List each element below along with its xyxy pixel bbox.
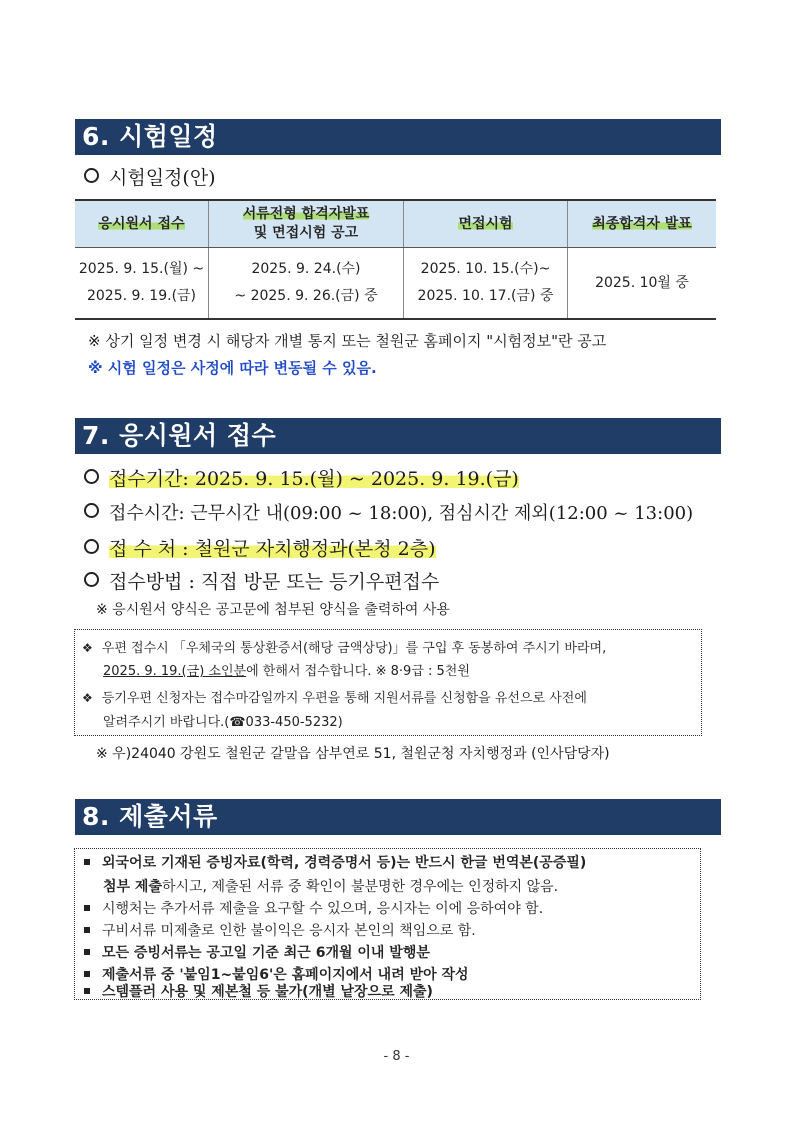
schedule-subtitle-text: 시험일정(안) [109, 167, 216, 189]
doc-item-3: 구비서류 미제출로 인한 불이익은 응시자 본인의 책임으로 함. [84, 920, 476, 940]
header-final-result: 최종합격자 발표 [568, 200, 717, 248]
diamond-bullet-icon: ❖ [82, 641, 93, 655]
cell-interview-dates: 2025. 10. 15.(수)~ 2025. 10. 17.(금) 중 [404, 248, 568, 320]
reception-period: 접수기간: 2025. 9. 15.(월) ~ 2025. 9. 19.(금) [84, 464, 519, 491]
schedule-note: ※ 상기 일정 변경 시 해당자 개별 통지 또는 철원군 홈페이지 "시험정보"란 공고 [88, 332, 607, 350]
schedule-header-row [75, 200, 716, 248]
schedule-subtitle [84, 163, 216, 190]
doc-item-6: 스템플러 사용 및 제본철 등 불가(개별 낱장으로 제출) [84, 981, 433, 1001]
cell-application-dates: 2025. 9. 15.(월) ~ 2025. 9. 19.(금) [75, 248, 209, 320]
square-bullet-icon [84, 988, 90, 994]
section-8-header [75, 799, 721, 835]
mail-notice-line-1: ❖ 우편 접수시 「우체국의 통상환증서(해당 금액상당)」를 구입 후 동봉하여 주시기 바라며, [82, 641, 607, 656]
section-6-title: 6. 시험일정 [82, 122, 218, 151]
section-7-header [75, 418, 721, 454]
circle-bullet-icon [84, 168, 99, 183]
square-bullet-icon [84, 971, 90, 977]
reception-place: 접 수 처 : 철원군 자치행정과(본청 2층) [84, 534, 436, 561]
header-application: 응시원서 접수 [75, 200, 209, 248]
section-8-title: 8. 제출서류 [82, 802, 218, 831]
square-bullet-icon [84, 859, 90, 865]
section-6-header [75, 119, 721, 155]
doc-item-1-cont: 첨부 제출하시고, 제출된 서류 중 확인이 불분명한 경우에는 인정하지 않음. [103, 879, 559, 895]
circle-bullet-icon [84, 503, 99, 518]
address-note: ※ 우)24040 강원도 철원군 갈말읍 삼부연로 51, 철원군청 자치행정과 (인사담당자) [96, 746, 610, 762]
doc-item-1: 외국어로 기재된 증빙자료(학력, 경력증명서 등)는 반드시 한글 번역본(공증필) [84, 852, 586, 872]
reception-method: 접수방법 : 직접 방문 또는 등기우편접수 [84, 567, 439, 594]
doc-item-2: 시행처는 추가서류 제출을 요구할 수 있으며, 응시자는 이에 응하여야 함. [84, 898, 543, 918]
doc-item-5: 제출서류 중 '붙임1~붙임6'은 홈페이지에서 내려 받아 작성 [84, 964, 469, 984]
diamond-bullet-icon: ❖ [82, 691, 93, 705]
mail-notice-line-4: 알려주시기 바랍니다.(☎033-450-5232) [103, 715, 343, 730]
page-number: - 8 - [383, 1049, 410, 1064]
schedule-table [75, 199, 716, 320]
mail-notice-line-3: ❖ 등기우편 신청자는 접수마감일까지 우편을 통해 지원서류를 신청함을 유선으로 사전에 [82, 691, 587, 706]
cell-document-dates: 2025. 9. 24.(수) ~ 2025. 9. 26.(금) 중 [209, 248, 404, 320]
application-form-note: ※ 응시원서 양식은 공고문에 첨부된 양식을 출력하여 사용 [96, 602, 450, 618]
cell-final-date: 2025. 10월 중 [568, 248, 717, 320]
header-interview: 면접시험 [404, 200, 568, 248]
doc-item-4: 모든 증빙서류는 공고일 기준 최근 6개월 이내 발행분 [84, 942, 430, 962]
schedule-data-row [75, 248, 716, 320]
circle-bullet-icon [84, 572, 99, 587]
schedule-change-note: ※ 시험 일정은 사정에 따라 변동될 수 있음. [88, 359, 377, 377]
mail-notice-line-2: 2025. 9. 19.(금) 소인분에 한해서 접수합니다. ※ 8·9급 : 5천원 [103, 664, 470, 679]
square-bullet-icon [84, 927, 90, 933]
circle-bullet-icon [84, 469, 99, 484]
square-bullet-icon [84, 949, 90, 955]
section-7-title: 7. 응시원서 접수 [82, 421, 277, 450]
reception-hours: 접수시간: 근무시간 내(09:00 ~ 18:00), 점심시간 제외(12:00 ~ 13:00) [84, 499, 693, 525]
circle-bullet-icon [84, 539, 99, 554]
header-document-result: 서류전형 합격자발표 및 면접시험 공고 [209, 200, 404, 248]
square-bullet-icon [84, 905, 90, 911]
